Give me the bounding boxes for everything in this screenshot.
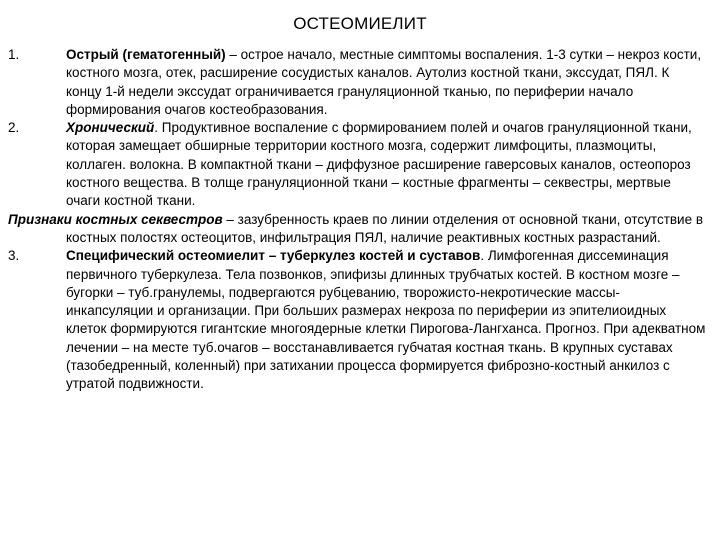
item-text: – острое начало, местные симптомы воспаления. 1-3 сутки – некроз кости, костного мозга, отек, расширение сосудистых каналов. Аутолиз костной ткани, экссудат, ПЯЛ. К концу 1-й недели экссудат ограничивается грануляционной тканью, по периферии начало формирования очагов костеобразования. <box>66 47 702 117</box>
list-item-acute <box>8 46 708 119</box>
item-number: 2. <box>8 120 20 136</box>
sequestra-text: – зазубренность краев по линии отделения от основной ткани, отсутствие в костных полостях остеоцитов, инфильтрация ПЯЛ, наличие реактивных костных разрастаний. <box>66 211 704 245</box>
sequestra-heading: Признаки костных секвестров <box>8 211 223 227</box>
slide-content <box>8 46 708 394</box>
item-text: . Продуктивное воспаление с формированием полей и очагов грануляционной ткани, которая замещает обширные территории костного мозга, содержит лимфоциты, плазмоциты, коллаген. волокна. В компактной ткани – диффузное расширение гаверсовых каналов, остеопороз костного вещества. В толще грануляционной ткани – костные фрагменты – секвестры, мертвые очаги костной ткани. <box>66 120 692 209</box>
item-number: 1. <box>8 47 20 62</box>
item-heading: Хронический <box>66 120 155 136</box>
item-heading: Острый (гематогенный) <box>66 47 226 62</box>
item-text: . Лимфогенная диссеминация первичного туберкулеза. Тела позвонков, эпифизы длинных трубчатых костей. В костном мозге – бугорки – туб.гранулемы, подвергаются рубцеванию, творожисто-некротические массы- инкапсуляции и организации. При больших размерах некроза по периферии из эпителиоидных клеток формируются гигантские многоядерные клетки Пирогова-Лангханса. Прогноз. При адекватном лечении – на месте туб.очагов – восстанавливается губчатая костная ткань. В крупных суставах (тазобедренный, коленный) при затихании процесса формируется фиброзно-костный анкилоз с утратой подвижности. <box>66 248 706 392</box>
list-item-specific <box>8 247 708 393</box>
sequestra-paragraph <box>8 211 708 248</box>
page-title: ОСТЕОМИЕЛИТ <box>293 14 427 33</box>
item-number: 3. <box>8 248 20 264</box>
list-item-chronic <box>8 119 708 210</box>
item-heading: Специфический остеомиелит – туберкулез костей и суставов <box>66 248 481 264</box>
